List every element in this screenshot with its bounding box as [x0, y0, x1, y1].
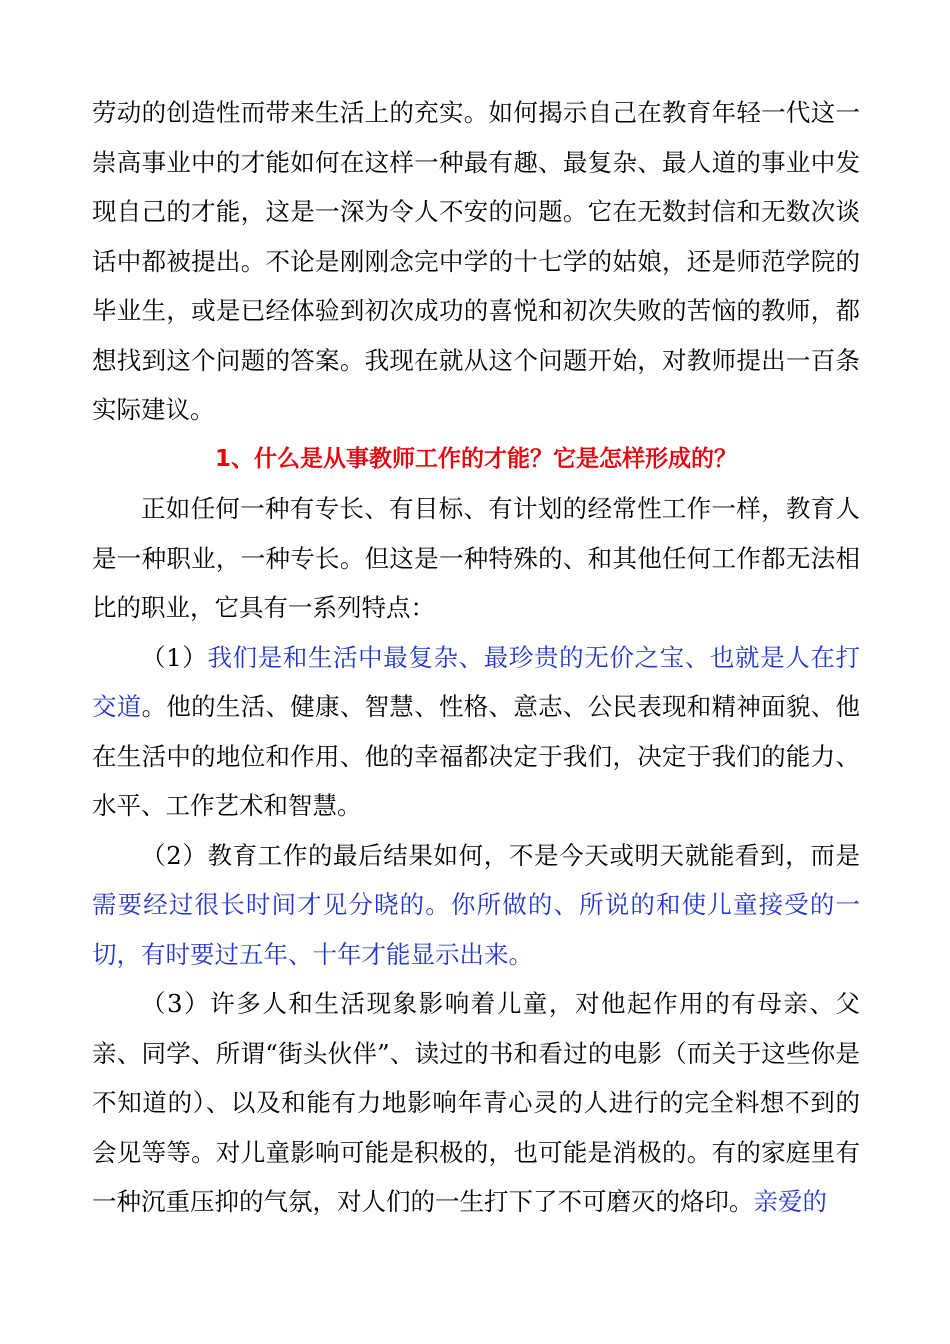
- point-3-lead: （3）许多人和生活现象影响着儿童，对他起作用的有母亲、父亲、同学、所谓“街头伙伴”、读过的书和看过的电影（而关于这些你是不知道的）、以及和能有力地影响年青心灵的人进行的完全料想不到的会见等等。对儿童影响可能是积极的，也可能是消极的。有的家庭里有一种沉重压抑的气氛，对人们的一生打下了不可磨灭的烙印。: [92, 989, 860, 1216]
- point-2-highlight: 需要经过很长时间才见分晓的。你所做的、所说的和使儿童接受的一切，有时要过五年、十年才能显示出来。: [92, 890, 860, 969]
- section-heading: 1、什么是从事教师工作的才能？它是怎样形成的？: [214, 445, 737, 472]
- point-1-rest: 。他的生活、健康、智慧、性格、意志、公民表现和精神面貌、他在生活中的地位和作用、他的幸福都决定于我们，决定于我们的能力、水平、工作艺术和智慧。: [92, 692, 861, 820]
- point-1-prefix: （1）: [141, 642, 208, 672]
- section-lead-paragraph: 正如任何一种有专长、有目标、有计划的经常性工作一样，教育人是一种职业，一种专长。但这是一种特殊的、和其他任何工作都无法相比的职业，它具有一系列特点：: [92, 494, 860, 622]
- intro-paragraph: 劳动的创造性而带来生活上的充实。如何揭示自己在教育年轻一代这一崇高事业中的才能如何在这样一种最有趣、最复杂、最人道的事业中发现自己的才能，这是一深为令人不安的问题。它在无数封信和无数次谈话中都被提出。不论是刚刚念完中学的十七学的姑娘，还是师范学院的毕业生，或是已经体验到初次成功的喜悦和初次失败的苦恼的教师，都想找到这个问题的答案。我现在就从这个问题开始，对教师提出一百条实际建议。: [92, 98, 860, 424]
- document-page: [92, 88, 860, 1227]
- point-3-highlight: 亲爱的: [753, 1187, 827, 1216]
- point-2-lead: （2）教育工作的最后结果如何，不是今天或明天就能看到，而是: [141, 840, 860, 870]
- point-1-highlight: 我们是和生活中最复杂、最珍贵的无价之宝、也就是人在打交道: [92, 642, 860, 721]
- point-2-paragraph: [92, 831, 860, 980]
- point-3-paragraph: [92, 979, 860, 1227]
- point-1-paragraph: [92, 633, 860, 831]
